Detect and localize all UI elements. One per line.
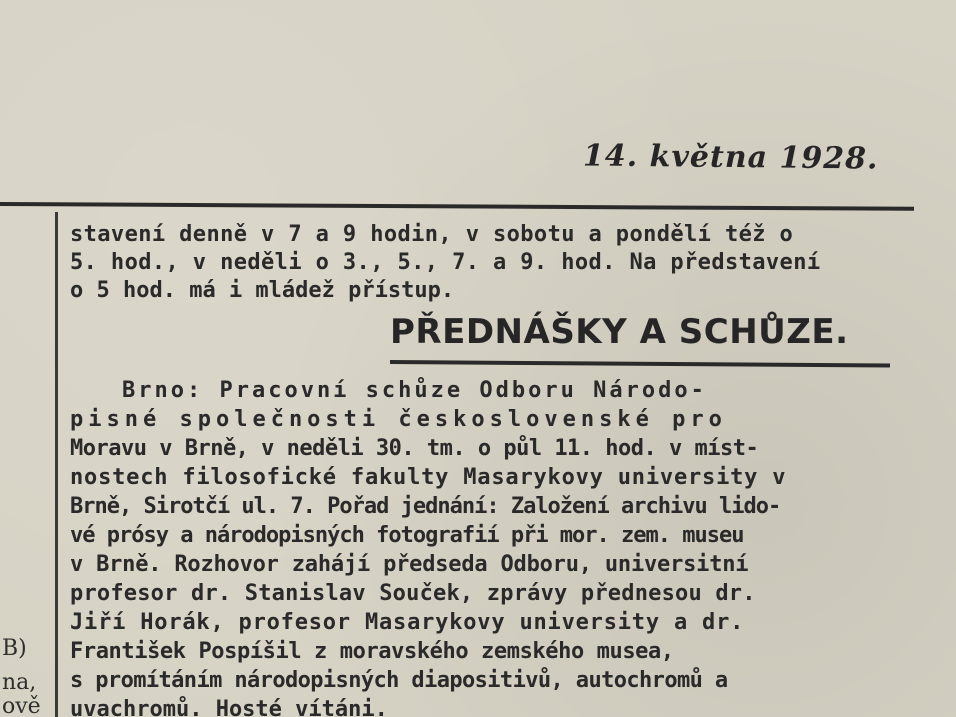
paragraph-line: 5. hod., v neděli o 3., 5., 7. a 9. hod. Na představení [70,250,821,275]
paragraph-line: pisné společnosti československé pro [70,407,727,432]
issue-date: 14. května 1928. [582,138,879,177]
paragraph-line: vé prósy a národopisných fotografií při mor. zem. museu [70,523,744,548]
paragraph-line: Brně, Sirotčí ul. 7. Pořad jednání: Založení archivu lido- [70,494,781,519]
left-fragment: ově [2,694,41,717]
paragraph-line: nostech filosofické fakulty Masarykovy university v [70,465,787,490]
top-rule [0,202,914,211]
paragraph-line: Moravu v Brně, v neděli 30. tm. o půl 11. hod. v míst- [70,436,759,461]
paragraph-line: František Pospíšil z moravského zemského musea, [70,639,674,664]
paragraph-line: stavení denně v 7 a 9 hodin, v sobotu a pondělí též o [70,222,794,247]
paragraph-line: v Brně. Rozhovor zahájí předseda Odboru, universitní [70,552,749,577]
heading-underline [390,360,890,367]
section-heading: PŘEDNÁŠKY A SCHŮZE. [390,312,849,352]
paragraph-line: Jiří Horák, profesor Masarykovy university a dr. [70,610,745,635]
left-column-fragments [0,330,50,717]
column-divider [55,212,58,717]
paragraph-line: o 5 hod. má i mládež přístup. [70,278,455,303]
paragraph-line: uvachromů. Hosté vítáni. [70,697,388,717]
paragraph-line: s promítáním národopisných diapositivů, autochromů a [70,668,728,693]
left-fragment: B) [2,636,27,661]
left-fragment: na, [2,670,37,695]
paragraph-line: Brno: Pracovní schůze Odboru Národo- [122,378,707,403]
paragraph-line: profesor dr. Stanislav Souček, zprávy přednesou dr. [70,581,756,606]
